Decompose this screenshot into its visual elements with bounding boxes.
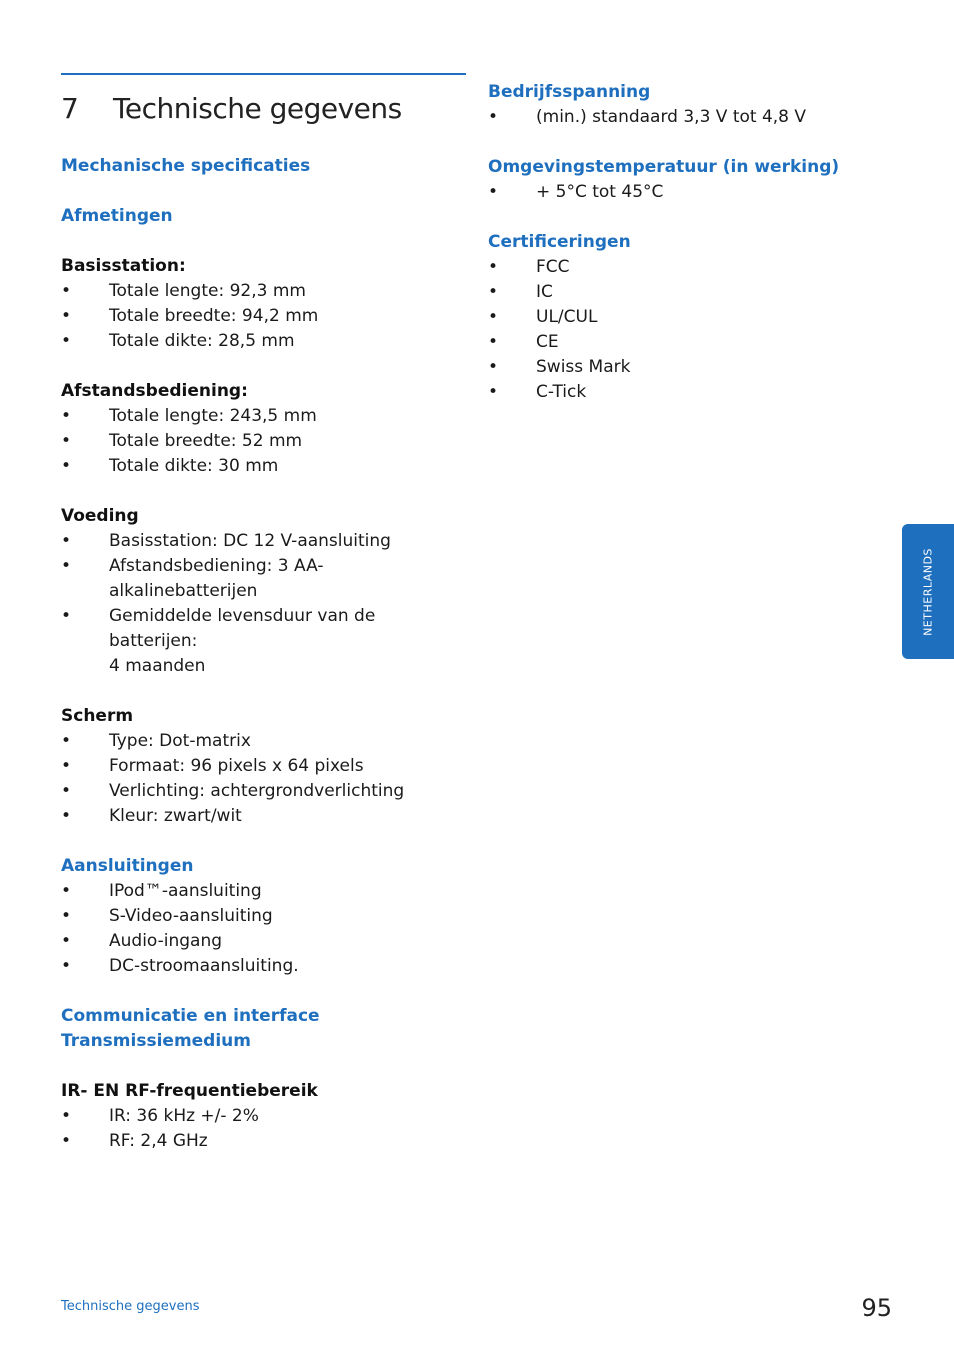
list-item: • Formaat: 96 pixels x 64 pixels [61,756,364,776]
connections-list [61,879,466,979]
list-item: • Totale dikte: 30 mm [61,456,279,476]
heading-screen: Scherm [61,706,134,726]
heading-dimensions: Afmetingen [61,206,173,226]
list-item: • IPod™-aansluiting [61,881,262,901]
heading-base-station: Basisstation: [61,256,186,276]
screen-list [61,729,466,829]
heading-mechanical: Mechanische specificaties [61,156,311,176]
list-item: • + 5°C tot 45°C [488,182,664,202]
certifications-list [488,255,888,405]
heading-frequency: IR- EN RF-frequentiebereik [61,1081,318,1101]
list-item: • C-Tick [488,382,587,402]
list-item: • Basisstation: DC 12 V-aansluiting [61,531,391,551]
chapter-title [61,92,402,125]
list-item: • Audio-ingang [61,931,223,951]
language-side-tab [902,524,954,659]
list-item: • RF: 2,4 GHz [61,1131,208,1151]
list-item: • Verlichting: achtergrondverlichting [61,781,405,801]
chapter-rule [61,73,466,75]
list-item: • Totale breedte: 94,2 mm [61,306,319,326]
heading-power: Voeding [61,506,139,526]
heading-certifications: Certificeringen [488,232,631,252]
list-item: • UL/CUL [488,307,598,327]
heading-voltage: Bedrijfsspanning [488,82,651,102]
list-item: • CE [488,332,559,352]
list-item: • Totale lengte: 92,3 mm [61,281,306,301]
language-tab-label: NETHERLANDS [921,547,935,636]
list-item: • Gemiddelde levensduur van de batterijen: [61,606,376,651]
list-item: • Totale breedte: 52 mm [61,431,303,451]
list-item-continuation: 4 maanden [109,656,206,676]
list-item: • Type: Dot-matrix [61,731,251,751]
temperature-list [488,180,888,205]
heading-communication: Communicatie en interface [61,1006,320,1026]
footer-section-title: Technische gegevens [61,1299,200,1314]
heading-connections: Aansluitingen [61,856,194,876]
list-item: • S-Video-aansluiting [61,906,273,926]
list-item: • IC [488,282,553,302]
chapter-number: 7 [61,92,79,125]
page-number: 95 [861,1294,892,1322]
chapter-title-text: Technische gegevens [113,92,402,125]
voltage-list [488,105,888,130]
right-column [488,80,888,405]
list-item: • FCC [488,257,570,277]
power-list [61,529,466,679]
list-item: • Totale lengte: 243,5 mm [61,406,317,426]
list-item: • Swiss Mark [488,357,631,377]
left-column [61,154,466,1154]
heading-remote: Afstandsbediening: [61,381,248,401]
base-station-list [61,279,466,354]
list-item: • (min.) standaard 3,3 V tot 4,8 V [488,107,807,127]
list-item: • Afstandsbediening: 3 AA-alkalinebatterijen [61,556,324,601]
list-item: • DC-stroomaansluiting. [61,956,299,976]
frequency-list [61,1104,466,1154]
list-item: • Kleur: zwart/wit [61,806,242,826]
list-item: • Totale dikte: 28,5 mm [61,331,295,351]
heading-temperature: Omgevingstemperatuur (in werking) [488,157,840,177]
heading-transmission: Transmissiemedium [61,1031,251,1051]
remote-list [61,404,466,479]
list-item: • IR: 36 kHz +/- 2% [61,1106,259,1126]
